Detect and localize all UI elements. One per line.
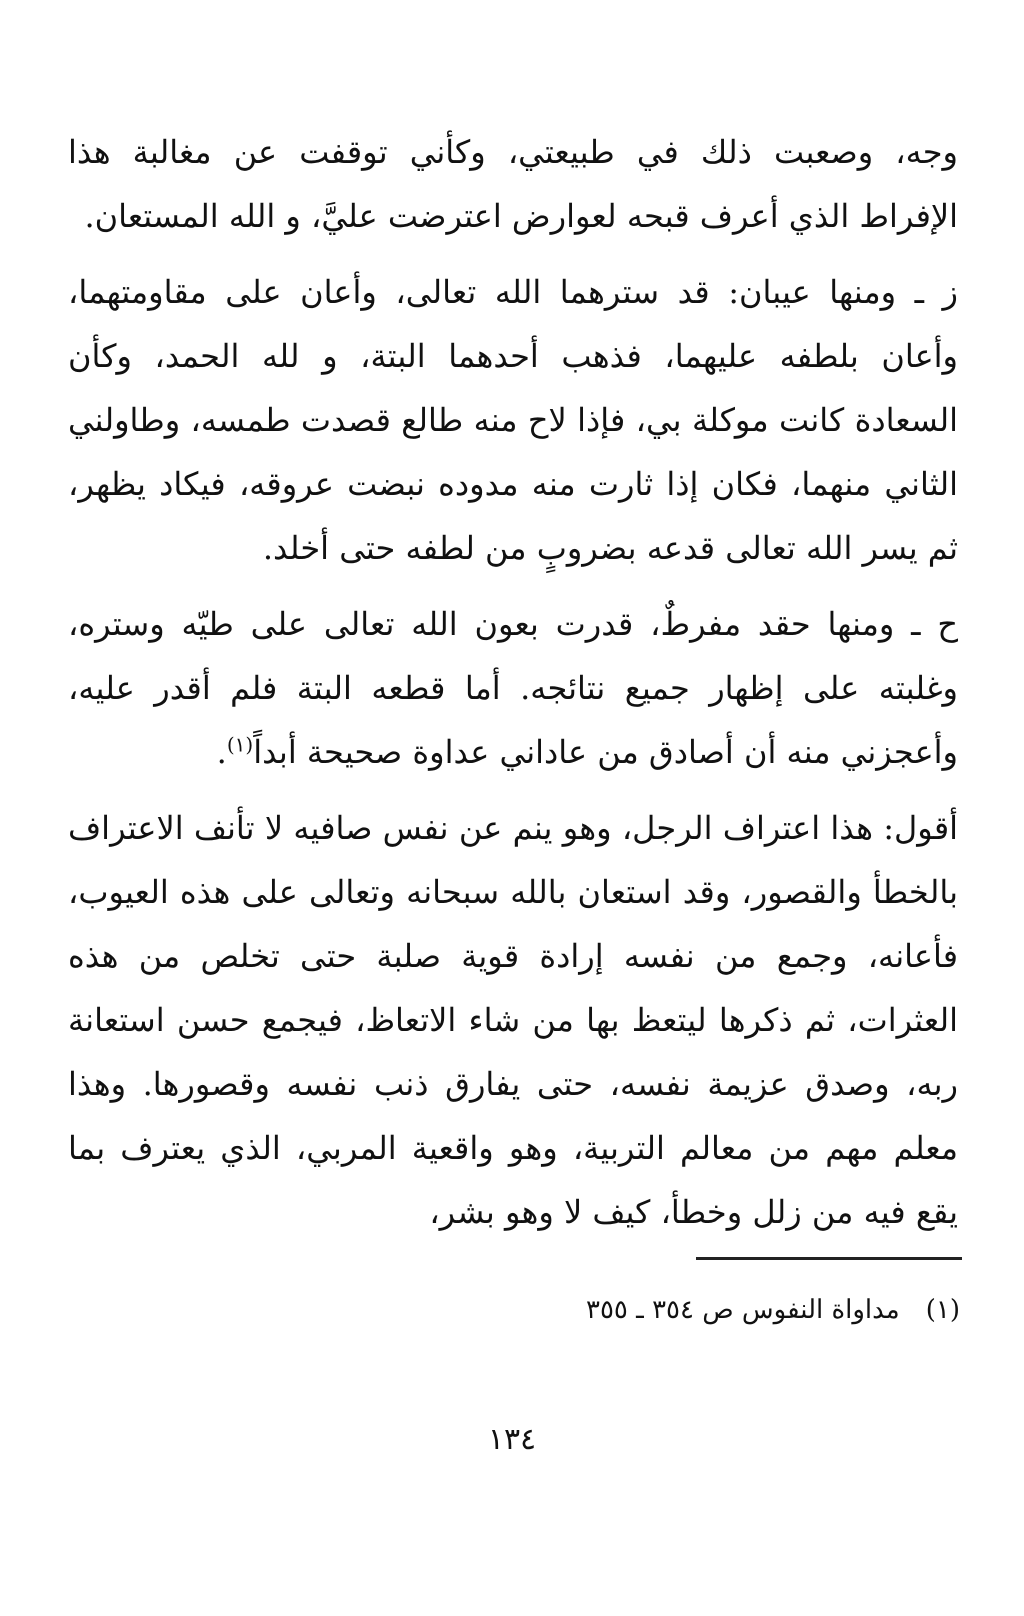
paragraph-3-item-ha	[68, 592, 958, 784]
paragraph-2-item-zay: ز ـ ومنها عيبان: قد سترهما الله تعالى، وأعان على مقاومتهما، وأعان بلطفه عليهما، فذهب أحدهما البتة، و لله الحمد، وكأن السعادة كانت موكلة بي، فإذا لاح منه طالع قصدت طمسه، وطاولني الثاني منهما، فكان إذا ثارت منه مدوده نبضت عروقه، فيكاد يظهر، ثم يسر الله تعالى قدعه بضروبٍ من لطفه حتى أخلد.	[68, 273, 958, 567]
page-number: ١٣٤	[487, 1422, 537, 1457]
main-text	[68, 120, 958, 1244]
paragraph-4-commentary: أقول: هذا اعتراف الرجل، وهو ينم عن نفس صافيه لا تأنف الاعتراف بالخطأ والقصور، وقد استعان بالله سبحانه وتعالى على هذه العيوب، فأعانه، وجمع من نفسه إرادة قوية صلبة حتى تخلص من هذه العثرات، ثم ذكرها ليتعظ بها من شاء الاتعاظ، فيجمع حسن استعانة ربه، وصدق عزيمة نفسه، حتى يفارق ذنب نفسه وقصورها. وهذا معلم مهم من معالم التربية، وهو واقعية المربي، الذي يعترف بما يقع فيه من زلل وخطأ، كيف لا وهو بشر،	[68, 809, 959, 1231]
paragraph-3-text: ح ـ ومنها حقد مفرطٌ، قدرت بعون الله تعالى على طيّه وستره، وغلبته على إظهار جميع نتائجه. أما قطعه البتة فلم أقدر عليه، وأعجزني منه أن أصادق من عاداني عداوة صحيحة أبداً	[68, 605, 959, 771]
paragraph-3-end-period: .	[216, 733, 227, 771]
paragraph-1: وجه، وصعبت ذلك في طبيعتي، وكأني توقفت عن مغالبة هذا الإفراط الذي أعرف قبحه لعوارض اعترضت عليَّ، و الله المستعان.	[68, 133, 958, 235]
footnote-text: مداواة النفوس ص ٣٥٤ ـ ٣٥٥	[586, 1295, 900, 1325]
footnote-number: (١)	[925, 1295, 960, 1325]
footnote-reference: (١)	[226, 732, 254, 757]
footnote-separator	[696, 1257, 962, 1260]
footnote	[70, 1290, 960, 1330]
